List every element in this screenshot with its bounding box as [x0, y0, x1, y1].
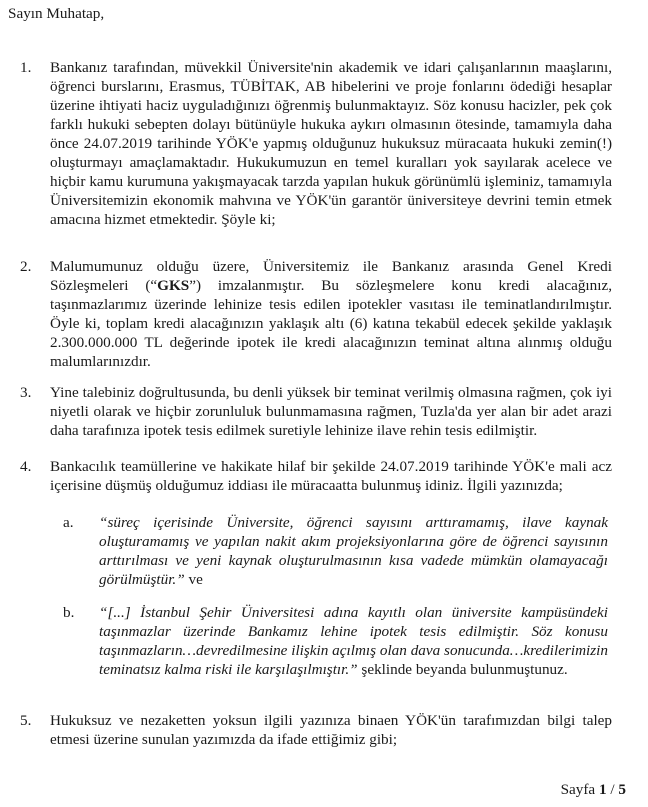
quoted-text: “süreç içerisinde Üniversite, öğrenci sayısını arttıramamış, ilave kaynak oluşturamamış ve yapılan nakit akım projeksiyonlarına göre de öğrenci sayısının arttırılması ve yeni kaynak oluşturulmasının kısa vadede mümkün olamayacağı görülmüştür.” [99, 514, 608, 588]
paragraph-number: 5. [20, 712, 32, 729]
paragraph-number: 1. [20, 59, 32, 76]
gks-abbreviation: GKS [157, 277, 190, 294]
quoted-text: “[...] İstanbul Şehir Üniversitesi adına kayıtlı olan üniversite kampüsündeki taşınmazlar üzerinde Bankamız lehine ipotek tesis edilmiştir. Söz konusu taşınmazların…devredilmesine ilişkin açılmış olan dava sonucunda…kredilerimizin teminatsız kalma riski ile karşılaşılmıştır.” [99, 604, 608, 678]
subparagraph-text: “süreç içerisinde Üniversite, öğrenci sayısını arttıramamış, ilave kaynak oluşturamamış ve yapılan nakit akım projeksiyonlarına göre de öğrenci sayısının arttırılması ve yeni kaynak oluşturulmasının kısa vadede mümkün olamayacağı görülmüştür.” ve [99, 514, 608, 588]
paragraph-text: Hukuksuz ve nezaketten yoksun ilgili yazınıza binaen YÖK'ün tarafımızdan bilgi talep etmesi üzerine sunulan yazımızda da ifade ettiğimiz gibi; [50, 712, 612, 748]
paragraph-number: 4. [20, 458, 32, 475]
salutation: Sayın Muhatap, [8, 5, 105, 22]
paragraph-number: 2. [20, 258, 32, 275]
page-number: Sayfa 1 / 5 [560, 781, 626, 798]
paragraph-text: Bankacılık teamüllerine ve hakikate hilaf bir şekilde 24.07.2019 tarihinde YÖK'e mali acz içerisine düşmüş olduğumuz iddiası ile müracaatta bulunmuş idiniz. İlgili yazınızda; [50, 458, 612, 494]
subparagraph-text: “[...] İstanbul Şehir Üniversitesi adına kayıtlı olan üniversite kampüsündeki taşınmazlar üzerinde Bankamız lehine ipotek tesis edilmiştir. Söz konusu taşınmazların…devredilmesine ilişkin açılmış olan dava sonucunda…kredilerimizin teminatsız kalma riski ile karşılaşılmıştır.” şeklinde beyanda bulunmuştunuz. [99, 604, 608, 678]
paragraph-text: Malumumunuz olduğu üzere, Üniversitemiz ile Bankanız arasında Genel Kredi Sözleşmeleri (“GKS”) imzalanmıştır. Bu sözleşmelere konu kredi alacağınız, taşınmazlarımız üzerinde lehinize tesis edilen ipotekler vasıtası ile teminatlandırılmıştır. Öyle ki, toplam kredi alacağınızın yaklaşık altı (6) katına tekabül edecek şekilde yaklaşık 2.300.000.000 TL değerinde ipotek ile kredi alacağınızın teminat altına alınmış olduğu malumlarınızdır. [50, 258, 612, 370]
subparagraph-letter: a. [63, 514, 74, 531]
paragraph-text: Yine talebiniz doğrultusunda, bu denli yüksek bir teminat verilmiş olmasına rağmen, çok iyi niyetli olarak ve hiçbir zorunluluk bulunmamasına rağmen, Tuzla'da yer alan bir adet arazi daha tarafınıza ipotek tesis edilmek suretiyle lehinize ilave rehin tesis edilmiştir. [50, 384, 612, 439]
paragraph-text: Bankanız tarafından, müvekkil Üniversite'nin akademik ve idari çalışanlarının maaşlarını, öğrenci burslarını, Erasmus, TÜBİTAK, AB hibelerini ve proje fonlarını ödediği hesaplar üzerine ihtiyati haciz uyguladığınızı öğrenmiş bulunmaktayız. Söz konusu hacizler, pek çok farklı hukuki sebepten dolayı bütünüyle hukuka aykırı olmasının ötesinde, tamamıyla daha önce 24.07.2019 tarihinde YÖK'e yapmış olduğunuz hukuksuz müracaata hukuki zemin(!) oluşturmayı amaçlamaktadır. Hukukumuzun en temel kuralları yok sayılarak acelece ve hiçbir kamu kurumuna yakışmayacak tarzda yapılan hukuk görünümlü işleminiz, tamamıyla Üniversitemizin ekonomik mahvına ve YÖK'ün garantör üniversiteye devrini temin etmek amacına hizmet etmektedir. Şöyle ki; [50, 59, 612, 228]
subparagraph-letter: b. [63, 604, 75, 621]
paragraph-number: 3. [20, 384, 32, 401]
